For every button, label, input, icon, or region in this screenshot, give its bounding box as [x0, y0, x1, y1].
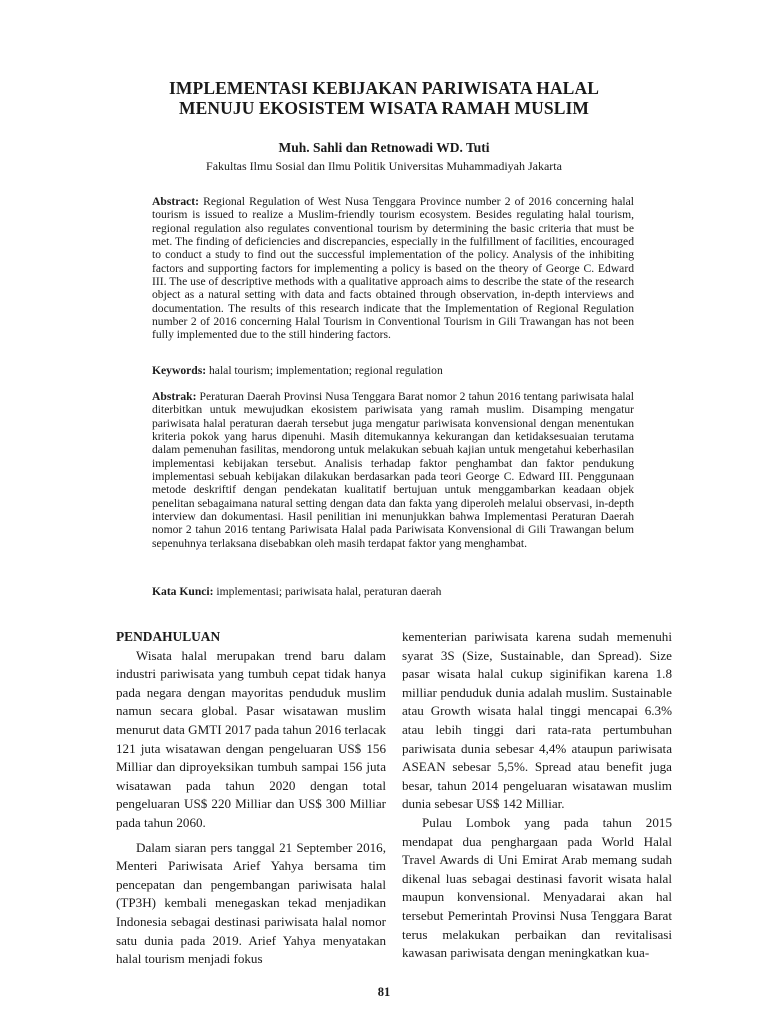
keywords-english: [152, 364, 634, 378]
keywords-text: halal tourism; implementation; regional regulation: [206, 364, 443, 377]
abstract-text: Regional Regulation of West Nusa Tenggara Province number 2 of 2016 concerning halal tourism is issued to realize a Muslim-friendly tourism ecosystem. Besides regulating halal tourism, regional regulation also regulates conventional tourism by determining the basic criteria that must be met. The finding of deficiencies and discrepancies, especially in the fulfillment of facilities, encouraged to conduct a study to find out the successful implementation of the policy. Analysis of the inhibiting factors and supporting factors for implementing a policy is based on the theory of George C. Edward III. The use of descriptive methods with a qualitative approach aims to describe the state of the research object as a natural setting with data and facts obtained through observation, in-depth interviews and documentation. The results of this research indicate that the Implementation of Regional Regulation number 2 of 2016 concerning Halal Tourism in Conventional Tourism in Gili Trawangan has not been fully implemented due to the still hindering factors.: [152, 195, 634, 342]
abstract-indonesian: [152, 390, 634, 550]
body-column-right: [402, 628, 672, 963]
paragraph: kementerian pariwisata karena sudah memenuhi syarat 3S (Size, Sustainable, dan Spread). Size pasar wisata halal cukup siginifikan karena 1.8 milliar penduduk dunia adalah muslim. Sustainable atau Growth wisata halal tinggi mencapai 6.3% atau lebih tinggi dari rata-rata pertumbuhan pariwisata dunia sebesar 4,4% ataupun pariwisata ASEAN sebesar 5,5%. Spread atau benefit juga besar, tahun 2014 pengeluaran wisatawan muslim dunia sebesar US$ 142 Milliar.: [402, 629, 672, 812]
authors: Muh. Sahli dan Retnowadi WD. Tuti: [278, 140, 490, 155]
paragraph: Dalam siaran pers tanggal 21 September 2016, Menteri Pariwisata Arief Yahya bersama tim pencepatan dan pengembangan pariwisata halal (TP3H) kembali menegaskan tekad menjadikan Indonesia sebagai destinasi pariwisata halal nomor satu dunia pada 2019. Arief Yahya menyatakan halal tourism menjadi fokus: [116, 839, 386, 967]
section-heading: PENDAHULUAN: [116, 629, 221, 644]
title-line-2: MENUJU EKOSISTEM WISATA RAMAH MUSLIM: [178, 98, 590, 118]
affiliation: Fakultas Ilmu Sosial dan Ilmu Politik Universitas Muhammadiyah Jakarta: [206, 159, 562, 173]
paragraph: Wisata halal merupakan trend baru dalam industri pariwisata yang tumbuh cepat tidak hanya pada negara dengan mayoritas penduduk muslim namun secara global. Pasar wisatawan muslim menurut data GMTI 2017 pada tahun 2016 terlacak 121 juta wisatawan dengan pengeluaran US$ 156 Milliar dan diproyeksikan tumbuh sampai 156 juta wisatawan pada tahun 2020 dengan total pengeluaran US$ 220 Milliar dan US$ 300 Milliar pada tahun 2060.: [116, 647, 386, 830]
abstract-english: [152, 195, 634, 342]
paper-title: [110, 78, 658, 118]
kata-kunci-text: implementasi; pariwisata halal, peraturan daerah: [213, 585, 442, 598]
keywords-label: Keywords:: [152, 364, 207, 377]
abstrak-label: Abstrak:: [152, 390, 197, 403]
keywords-indonesian: [152, 585, 634, 599]
abstrak-text: Peraturan Daerah Provinsi Nusa Tenggara Barat nomor 2 tahun 2016 tentang pariwisata halal diterbitkan untuk mewujudkan ekosistem pariwisata yang ramah muslim. Disamping mengatur pariwisata halal peraturan daerah tersebut juga mengatur pariwisata konvensional dengan menentukan kriteria pokok yang harus dipenuhi. Masih ditemukannya kekurangan dan ketidaksesuaian terutama dalam pemenuhan fasilitas, mendorong untuk melakukan sebuah kajian untuk mengetahui keberhasilan implementasi kebijakan tersebut. Analisis terhadap faktor penghambat dan faktor pendukung implementasi sebuah kebijakan dilakukan berdasarkan pada teori George C. Edward III. Penggunaan metode deskriftif dengan pendekatan kualitatif bertujuan untuk menggambarkan keadaan objek penelitan sebagaimana natural setting dengan data dan fakta yang diperoleh melalui observasi, in-depth interview dan dokumentasi. Hasil penilitian ini menunjukkan bahwa Implementasi Peraturan Daerah nomor 2 tahun 2016 tentang Pariwisata Halal pada Pariwisata Konvensional di Gili Trawangan belum sepenuhnya terlaksana disebabkan oleh masih terdapat faktor yang menghambat.: [152, 390, 634, 550]
abstract-label: Abstract:: [152, 195, 200, 208]
body-column-left: [116, 628, 386, 969]
paragraph: Pulau Lombok yang pada tahun 2015 mendapat dua penghargaan pada World Halal Travel Awards di Uni Emirat Arab memang sudah dikenal luas sebagai destinasi favorit wisata halal maupun konvensional. Menyadarai akan hal tersebut Pemerintah Provinsi Nusa Tenggara Barat terus melakukan perbaikan dan revitalisasi kawasan pariwisata dengan meningkatkan kua-: [402, 814, 672, 961]
title-line-1: IMPLEMENTASI KEBIJAKAN PARIWISATA HALAL: [169, 78, 599, 98]
page-number: 81: [377, 985, 391, 999]
kata-kunci-label: Kata Kunci:: [152, 585, 214, 598]
